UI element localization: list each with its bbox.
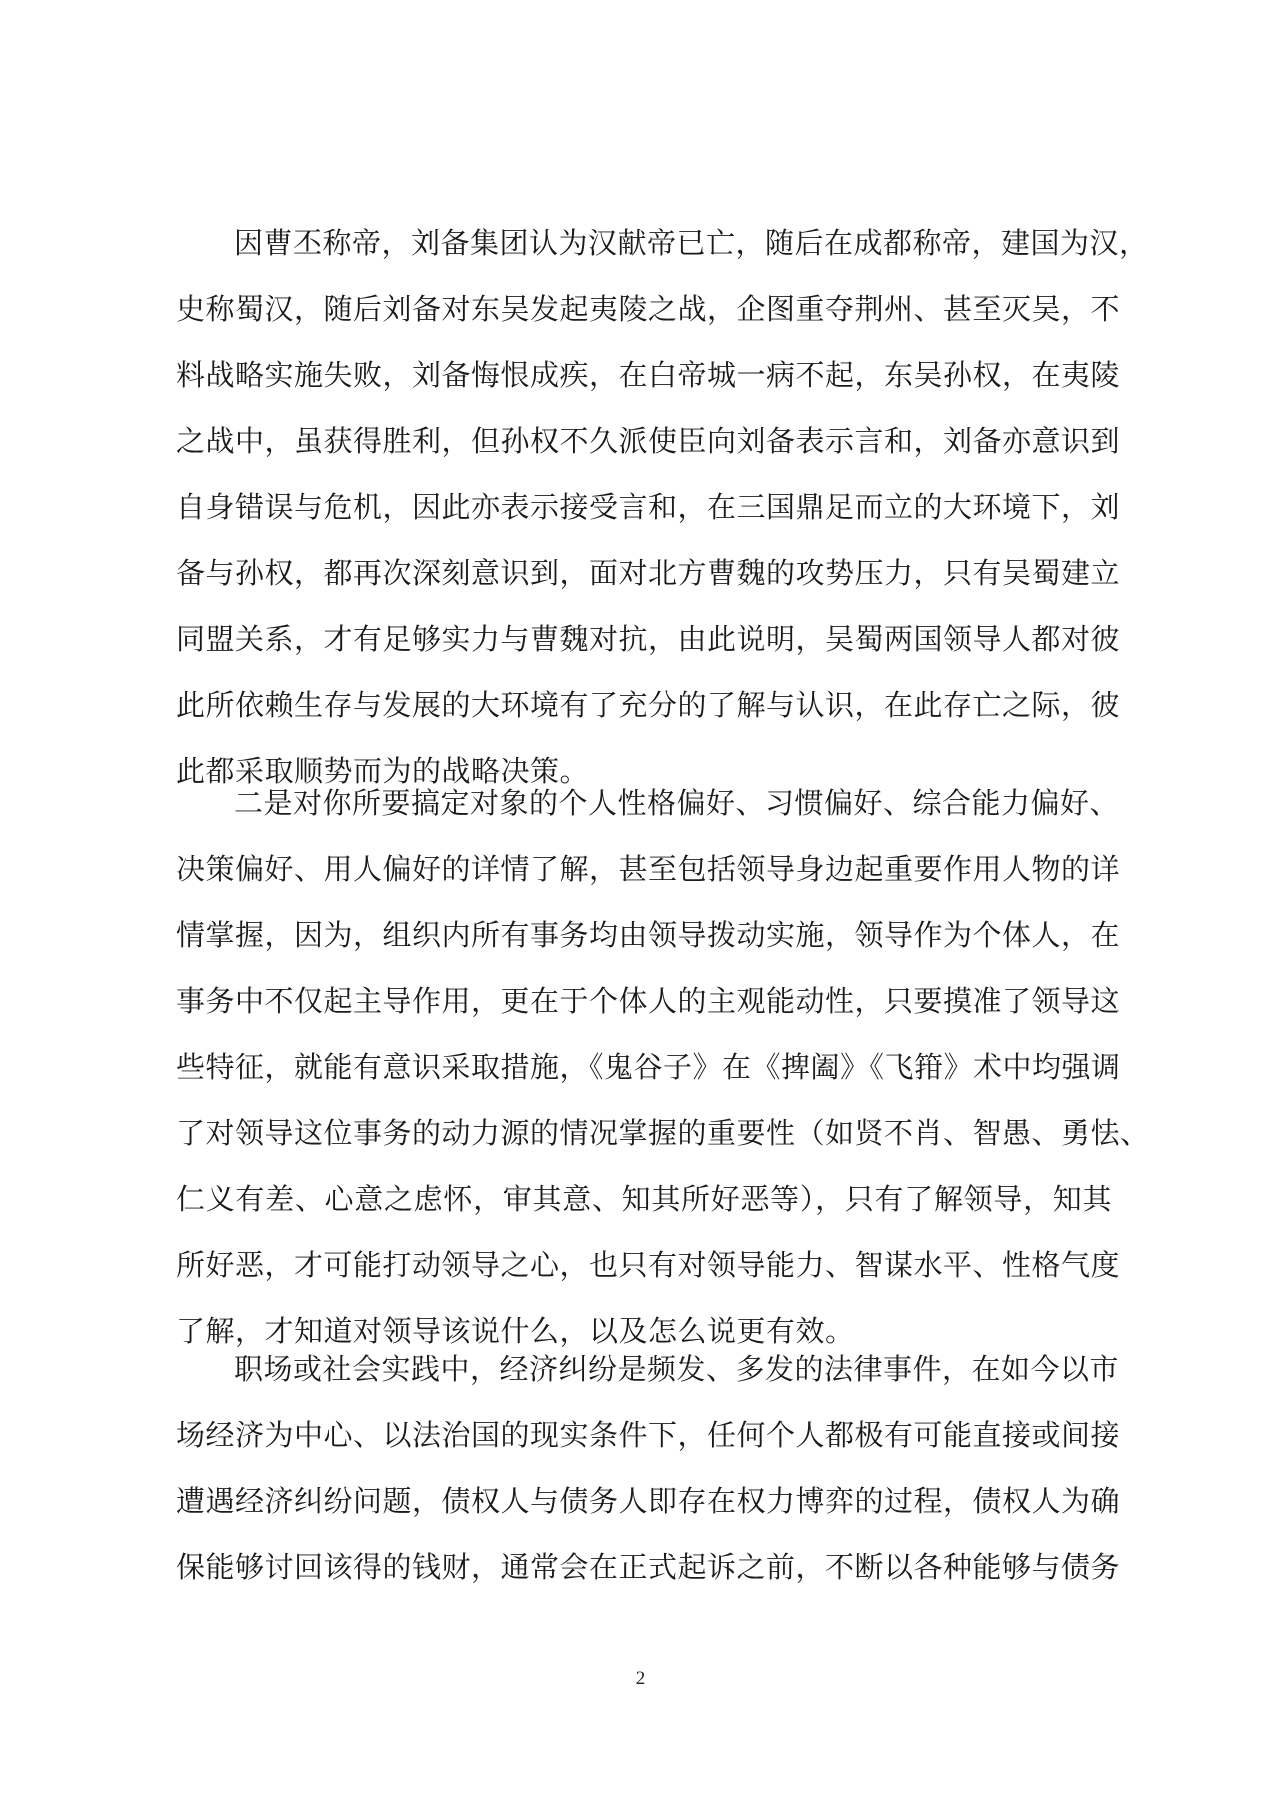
- text-line: 此所依赖生存与发展的大环境有了充分的了解与认识，在此存亡之际，彼: [176, 688, 1121, 722]
- text-line: 此都采取顺势而为的战略决策。: [176, 754, 590, 788]
- paragraph-3: [176, 1336, 1121, 1600]
- text-line: 了对领导这位事务的动力源的情况掌握的重要性（如贤不肖、智愚、勇怯、: [176, 1116, 1150, 1150]
- text-line: 备与孙权，都再次深刻意识到，面对北方曹魏的攻势压力，只有吴蜀建立: [176, 556, 1121, 590]
- text-line: 事务中不仅起主导作用，更在于个体人的主观能动性，只要摸准了领导这: [176, 984, 1121, 1018]
- text-line: 史称蜀汉，随后刘备对东吴发起夷陵之战，企图重夺荆州、甚至灭吴，不: [176, 292, 1121, 326]
- text-line: 仁义有差、心意之虑怀，审其意、知其所好恶等），只有了解领导，知其: [176, 1182, 1112, 1216]
- text-line: 料战略实施失败，刘备悔恨成疾，在白帝城一病不起，东吴孙权，在夷陵: [176, 358, 1121, 392]
- text-line: 情掌握，因为，组织内所有事务均由领导拨动实施，领导作为个体人，在: [176, 918, 1121, 952]
- paragraph-2: [176, 770, 1150, 1364]
- text-line: 场经济为中心、以法治国的现实条件下，任何个人都极有可能直接或间接: [176, 1418, 1121, 1452]
- text-line: 同盟关系，才有足够实力与曹魏对抗，由此说明，吴蜀两国领导人都对彼: [176, 622, 1121, 656]
- text-line: 了解，才知道对领导该说什么，以及怎么说更有效。: [176, 1314, 855, 1348]
- text-line: 决策偏好、用人偏好的详情了解，甚至包括领导身边起重要作用人物的详: [176, 852, 1121, 886]
- text-line: 保能够讨回该得的钱财，通常会在正式起诉之前，不断以各种能够与债务: [176, 1550, 1121, 1584]
- text-line: 自身错误与危机，因此亦表示接受言和，在三国鼎足而立的大环境下，刘: [176, 490, 1121, 524]
- text-line: 遭遇经济纠纷问题，债权人与债务人即存在权力博弈的过程，债权人为确: [176, 1484, 1121, 1518]
- text-line: 职场或社会实践中，经济纠纷是频发、多发的法律事件，在如今以市: [234, 1352, 1120, 1386]
- text-line: 所好恶，才可能打动领导之心，也只有对领导能力、智谋水平、性格气度: [176, 1248, 1121, 1282]
- text-line: 二是对你所要搞定对象的个人性格偏好、习惯偏好、综合能力偏好、: [234, 786, 1120, 820]
- paragraph-1: [176, 210, 1149, 804]
- text-line: 之战中，虽获得胜利，但孙权不久派使臣向刘备表示言和，刘备亦意识到: [176, 424, 1121, 458]
- page-number: 2: [635, 1668, 646, 1689]
- text-line: 些特征，就能有意识采取措施，《鬼谷子》在《捭阖》《飞箝》术中均强调: [176, 1050, 1121, 1084]
- text-line: 因曹丕称帝，刘备集团认为汉献帝已亡，随后在成都称帝，建国为汉，: [234, 226, 1149, 260]
